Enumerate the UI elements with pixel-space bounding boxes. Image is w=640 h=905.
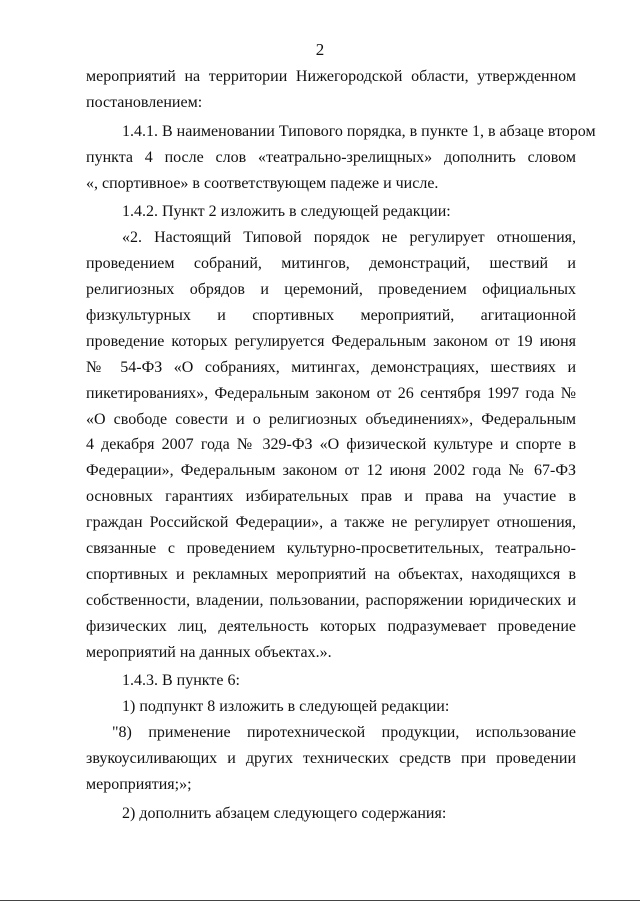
- text-line: физических лиц, деятельность которых подразумевает проведение: [86, 617, 576, 635]
- text-line: проведением собраний, митингов, демонстраций, шествий и: [86, 255, 576, 273]
- text-line: религиозных обрядов и церемоний, проведением официальных: [86, 281, 576, 299]
- text-line: пикетированиях», Федеральным законом от 26 сентября 1997 года №: [86, 384, 576, 402]
- page-number: 2: [315, 40, 325, 59]
- text-line: № 54-ФЗ «О собраниях, митингах, демонстрациях, шествиях и: [86, 358, 576, 376]
- document-body: [86, 64, 596, 827]
- text-line: 1.4.3. В пункте 6:: [122, 672, 240, 690]
- text-line: 1.4.1. В наименовании Типового порядка, в пункте 1, в абзаце втором: [122, 122, 596, 140]
- text-line: спортивных и рекламных мероприятий на объектах, находящихся в: [86, 565, 576, 583]
- text-line: мероприятия;»;: [86, 776, 192, 794]
- text-line: собственности, владении, пользовании, распоряжении юридических и: [86, 591, 576, 609]
- text-line: мероприятий на данных объектах.».: [86, 643, 332, 661]
- text-line: пункта 4 после слов «театрально-зрелищных» дополнить словом: [86, 148, 576, 166]
- text-line: 4 декабря 2007 года № 329-ФЗ «О физической культуре и спорте в: [86, 436, 576, 454]
- text-line: «О свободе совести и о религиозных объединениях», Федеральным: [86, 410, 576, 428]
- text-line: «, спортивное» в соответствующем падеже и числе.: [86, 174, 439, 192]
- text-line: 2) дополнить абзацем следующего содержания:: [122, 804, 447, 822]
- text-line: 1) подпункт 8 изложить в следующей редакции:: [122, 698, 450, 716]
- text-line: Федерации», Федеральным законом от 12 июня 2002 года № 67-ФЗ: [86, 462, 576, 480]
- text-line: 1.4.2. Пункт 2 изложить в следующей редакции:: [122, 203, 451, 221]
- scan-edge-divider: [0, 900, 640, 901]
- text-line: постановлением:: [86, 93, 203, 111]
- text-line: "8) применение пиротехнической продукции, использование: [112, 724, 576, 742]
- text-line: граждан Российской Федерации», а также не регулирует отношения,: [86, 514, 576, 532]
- text-line: звукоусиливающих и других технических средств при проведении: [86, 750, 576, 768]
- text-line: мероприятий на территории Нижегородской области, утвержденном: [86, 68, 576, 85]
- text-line: «2. Настоящий Типовой порядок не регулирует отношения,: [122, 229, 576, 247]
- text-line: проведение которых регулируется Федеральным законом от 19 июня: [86, 332, 576, 350]
- text-line: основных гарантиях избирательных прав и права на участие в: [86, 488, 576, 506]
- text-line: физкультурных и спортивных мероприятий, агитационной: [86, 307, 576, 325]
- text-line: связанные с проведением культурно-просветительных, театрально-: [86, 540, 576, 558]
